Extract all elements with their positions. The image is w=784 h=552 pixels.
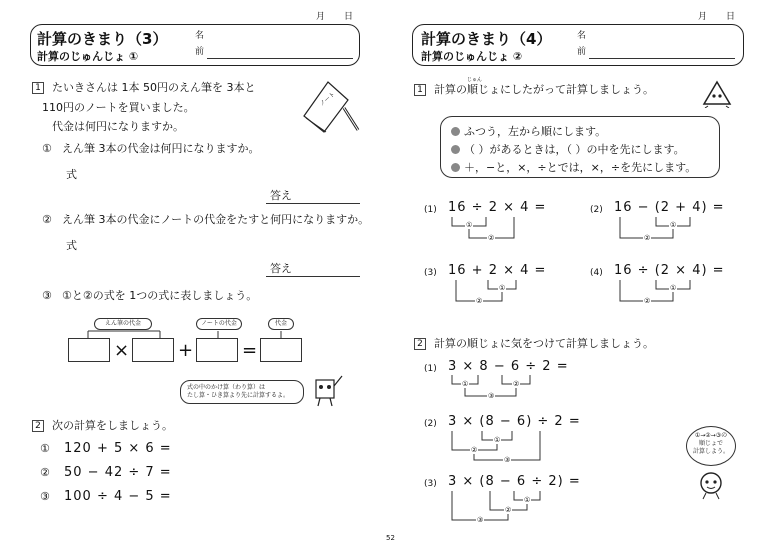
- r2-item2-number: (2): [424, 419, 437, 429]
- right-hint-line3: 計算しよう。: [692, 448, 729, 455]
- q1-line3: 代金は何円になりますか。: [52, 120, 184, 133]
- r1-item4-number: (4): [590, 268, 603, 278]
- date-day-label: 日: [344, 12, 354, 22]
- r1-item1-number: (1): [424, 205, 437, 215]
- hint-line2: たし算・ひき算より先に計算するよ。: [187, 392, 290, 399]
- br-label: ②: [644, 297, 651, 305]
- br-label: ①: [494, 436, 501, 444]
- rule-2-text: （ ）があるときは，（ ）の中を先にします。: [464, 143, 685, 156]
- r2-item3-number: (3): [424, 479, 437, 489]
- q2-item1-number: ①: [40, 442, 50, 455]
- br-label: ①: [466, 221, 473, 229]
- q2-item2-number: ②: [40, 466, 50, 479]
- q2-item2-expr: 50 − 42 ÷ 7 =: [64, 465, 172, 480]
- sub2-formula-label: 式: [66, 239, 77, 252]
- right-q1-ruby: じゅん: [467, 77, 483, 83]
- r1-item2-number: (2): [590, 205, 603, 215]
- r1-item3-expr: 16 + 2 × 4 =: [448, 263, 547, 278]
- sub3-text: ①と②の式を 1つの式に表しましょう。: [62, 289, 258, 302]
- br-label: ③: [488, 392, 495, 400]
- br-label: ②: [488, 234, 495, 242]
- right-name-label-top: 名: [577, 31, 587, 41]
- r1-item1-expr: 16 ÷ 2 × 4 =: [448, 200, 547, 215]
- right-hint-bubble: [686, 426, 736, 466]
- tag-pencil-cost: えん筆の代金: [94, 318, 152, 330]
- br-label: ①: [670, 284, 677, 292]
- right-name-label-bottom: 前: [577, 47, 587, 57]
- br-label: ①: [670, 221, 677, 229]
- br-label: ①: [462, 380, 469, 388]
- tag-notebook-cost: ノートの代金: [196, 318, 242, 330]
- right-page-subtitle: 計算のじゅんじょ ②: [421, 50, 523, 63]
- tag-total-cost: 代金: [268, 318, 294, 330]
- br-label: ③: [477, 516, 484, 524]
- left-page-title: 計算のきまり（3）: [37, 30, 168, 48]
- r2-item3-expr: 3 × (8 − 6 ÷ 2) =: [448, 474, 581, 489]
- br-label: ②: [505, 506, 512, 514]
- right-q2-number: 2: [414, 338, 426, 350]
- circle-character-icon: [694, 470, 728, 500]
- br-label: ①: [499, 284, 506, 292]
- right-hint-line2: 順じょで: [698, 440, 723, 447]
- notebook-label: ノート: [318, 90, 337, 108]
- right-page-title: 計算のきまり（4）: [421, 30, 552, 48]
- sub1-text: えん筆 3本の代金は何円になりますか。: [62, 142, 260, 155]
- r2-item1-expr: 3 × 8 − 6 ÷ 2 =: [448, 359, 569, 374]
- br-label: ③: [504, 456, 511, 464]
- q1-number: 1: [32, 82, 44, 94]
- q2-item1-expr: 120 + 5 × 6 =: [64, 441, 172, 456]
- r1-item3-number: (3): [424, 268, 437, 278]
- hint-line1: 式の中のかけ算（わり算）は: [187, 384, 266, 391]
- right-q1-title: 計算の順じょにしたがって計算しましょう。: [434, 83, 654, 96]
- q1-line1: たいきさんは 1本 50円のえん筆を 3本と: [52, 81, 256, 94]
- r1-item4-expr: 16 ÷ (2 × 4) =: [614, 263, 725, 278]
- r2-item1-number: (1): [424, 364, 437, 374]
- q2-number: 2: [32, 420, 44, 432]
- r1-item2-expr: 16 − (2 + 4) =: [614, 200, 725, 215]
- br-label: ②: [476, 297, 483, 305]
- sub2-text: えん筆 3本の代金にノートの代金をたすと何円になりますか。: [62, 213, 370, 226]
- op-times: ×: [114, 340, 130, 361]
- r2-item2-expr: 3 × (8 − 6) ÷ 2 =: [448, 414, 581, 429]
- date-month-label: 月: [316, 12, 326, 22]
- br-label: ②: [471, 446, 478, 454]
- q2-title: 次の計算をしましょう。: [52, 419, 173, 432]
- op-equals: =: [242, 340, 258, 361]
- name-label-top: 名: [195, 31, 205, 41]
- sub1-formula-label: 式: [66, 168, 77, 181]
- right-hint-line1: ①→②→③の: [694, 432, 728, 439]
- left-page-subtitle: 計算のじゅんじょ ①: [37, 50, 139, 63]
- name-label-bottom: 前: [195, 47, 205, 57]
- sub2-number: ②: [42, 213, 52, 226]
- op-plus: +: [178, 340, 194, 361]
- br-label: ②: [513, 380, 520, 388]
- br-label: ①: [524, 496, 531, 504]
- q2-item3-number: ③: [40, 490, 50, 503]
- right-date-month-label: 月: [698, 12, 708, 22]
- right-q1-number: 1: [414, 84, 426, 96]
- q2-item3-expr: 100 ÷ 4 − 5 =: [64, 489, 172, 504]
- sub2-answer-label: 答え: [270, 262, 292, 275]
- rule-1-text: ふつう，左から順にします。: [464, 125, 607, 138]
- page-number: 52: [386, 534, 395, 542]
- br-label: ②: [644, 234, 651, 242]
- right-q2-title: 計算の順じょに気をつけて計算しましょう。: [434, 337, 654, 350]
- rule-3-text: ＋，−と，×，÷とでは，×，÷を先にします。: [464, 161, 697, 174]
- sub1-number: ①: [42, 142, 52, 155]
- sub1-answer-label: 答え: [270, 189, 292, 202]
- q1-line2: 110円のノートを買いました。: [42, 101, 195, 114]
- sub3-number: ③: [42, 289, 52, 302]
- right-date-day-label: 日: [726, 12, 736, 22]
